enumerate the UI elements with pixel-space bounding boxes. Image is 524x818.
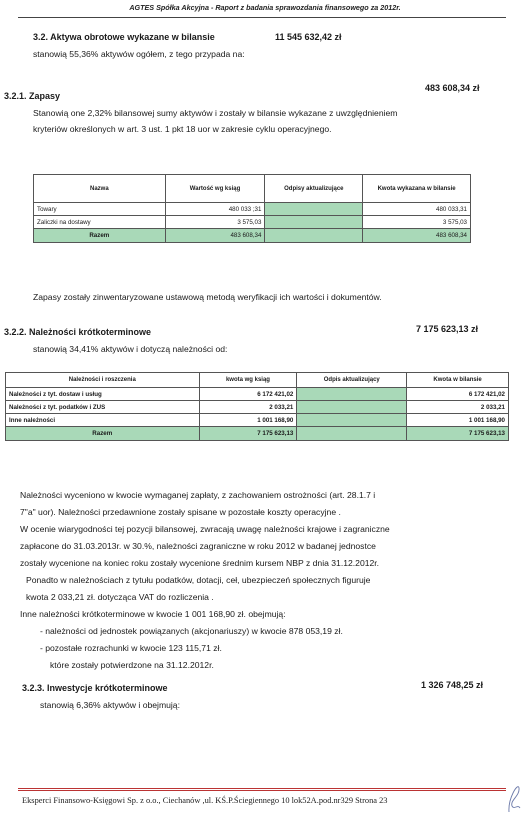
cell-book-value: 483 608,34 [165,229,265,243]
cell-write-down [297,427,407,441]
column-header: Kwota wykazana w bilansie [363,175,471,203]
table-header-row [34,175,471,203]
cell-name: Inne należności [6,414,200,427]
table-row [34,203,471,216]
cell-write-down [297,401,407,414]
cell-book-value: 480 033 ;31 [165,203,265,216]
receivables-paragraph-line: które zostały potwierdzone na 31.12.2012r. [50,660,214,670]
cell-balance: 1 001 168,90 [407,414,509,427]
footer-divider [18,788,506,789]
cell-name: Należności z tyt. dostaw i usług [6,388,200,401]
column-header: Kwota w bilansie [407,373,509,388]
section-3-2-title: 3.2. Aktywa obrotowe wykazane w bilansie [33,32,215,42]
cell-write-down [265,229,363,243]
cell-name: Zaliczki na dostawy [34,216,166,229]
cell-book-value: 7 175 623,13 [199,427,297,441]
inventory-note: Zapasy zostały zinwentaryzowane ustawową metodą weryfikacji ich wartości i dokumentów. [33,292,382,302]
page-footer: Eksperci Finansowo-Księgowi Sp. z o.o., Ciechanów ,ul. KŚ.P.Ściegiennego 10 lok52A.pod.nr329 Strona 23 [22,796,388,805]
section-3-2-1-text-1: Stanowią one 2,32% bilansowej sumy aktywów i zostały w bilansie wykazane z uwzględnieniem [33,108,398,118]
inventory-table [33,174,471,243]
section-3-2-3-amount: 1 326 748,25 zł [421,680,484,690]
receivables-paragraph-line: - pozostałe rozrachunki w kwocie 123 115,71 zł. [40,643,222,653]
table-row [6,388,509,401]
receivables-paragraph-line: - należności od jednostek powiązanych (akcjonariuszy) w kwocie 878 053,19 zł. [40,626,343,636]
cell-name: Towary [34,203,166,216]
receivables-paragraph-line: Ponadto w należnościach z tytułu podatków, dotacji, ceł, ubezpieczeń społecznych figuruje [26,575,371,585]
cell-book-value: 6 172 421,02 [199,388,297,401]
section-3-2-3-text: stanowią 6,36% aktywów i obejmują: [40,700,180,710]
section-3-2-text: stanowią 55,36% aktywów ogółem, z tego przypada na: [33,49,245,59]
receivables-table [5,372,509,441]
receivables-paragraph-line: Inne należności krótkoterminowe w kwocie 1 001 168,90 zł. obejmują: [20,609,286,619]
section-3-2-2-text: stanowią 34,41% aktywów i dotyczą należności od: [33,344,228,354]
cell-balance: 483 608,34 [363,229,471,243]
section-3-2-1-amount: 483 608,34 zł [425,83,480,93]
table-total-row [34,229,471,243]
cell-balance: 2 033,21 [407,401,509,414]
receivables-paragraph-line: zapłacone do 31.03.2013r. w 30.%, należności zagraniczne w roku 2012 w badanej jednostce [20,541,376,551]
section-3-2-3-title: 3.2.3. Inwestycje krótkoterminowe [22,683,168,693]
table-row [6,414,509,427]
table-row [6,401,509,414]
section-3-2-amount: 11 545 632,42 zł [275,32,342,42]
table-row [34,216,471,229]
receivables-paragraph-line: Należności wyceniono w kwocie wymaganej zapłaty, z zachowaniem ostrożności (art. 28.1.7 i [20,490,376,500]
footer-divider [18,790,506,791]
column-header: Wartość wg ksiąg [165,175,265,203]
cell-book-value: 2 033,21 [199,401,297,414]
section-3-2-1-text-2: kryteriów określonych w art. 3 ust. 1 pkt 18 uor w zakresie cyklu operacyjnego. [33,124,332,134]
receivables-paragraph-line: 7"a" uor). Należności przedawnione zostały spisane w pozostałe koszty operacyjne . [20,507,341,517]
signature-mark [506,778,522,814]
column-header: Odpisy aktualizujące [265,175,363,203]
section-3-2-2-title: 3.2.2. Należności krótkoterminowe [4,327,152,337]
section-3-2-1-title: 3.2.1. Zapasy [4,91,61,101]
table-total-row [6,427,509,441]
cell-balance: 480 033,31 [363,203,471,216]
table-header-row [6,373,509,388]
cell-balance: 6 172 421,02 [407,388,509,401]
receivables-paragraph-line: zostały wycenione na koniec roku zostały wycenione średnim kursem NBP z dnia 31.12.2012r. [20,558,380,568]
cell-write-down [297,388,407,401]
cell-balance: 3 575,03 [363,216,471,229]
header-divider [18,17,506,18]
cell-book-value: 1 001 168,90 [199,414,297,427]
column-header: Należności i roszczenia [6,373,200,388]
column-header: Nazwa [34,175,166,203]
column-header: kwota wg ksiąg [199,373,297,388]
cell-name: Razem [6,427,200,441]
cell-write-down [297,414,407,427]
cell-name: Należności z tyt. podatków i ZUS [6,401,200,414]
receivables-paragraph-line: kwota 2 033,21 zł. dotycząca VAT do rozliczenia . [26,592,214,602]
cell-book-value: 3 575,03 [165,216,265,229]
cell-balance: 7 175 623,13 [407,427,509,441]
receivables-paragraph-line: W ocenie wiarygodności tej pozycji bilansowej, zwracają uwagę należności krajowe i zagraniczne [20,524,390,534]
cell-write-down [265,216,363,229]
page-header: AGTES Spółka Akcyjna - Raport z badania sprawozdania finansowego za 2012r. [129,3,401,12]
cell-write-down [265,203,363,216]
cell-name: Razem [34,229,166,243]
section-3-2-2-amount: 7 175 623,13 zł [416,324,479,334]
column-header: Odpis aktualizujący [297,373,407,388]
